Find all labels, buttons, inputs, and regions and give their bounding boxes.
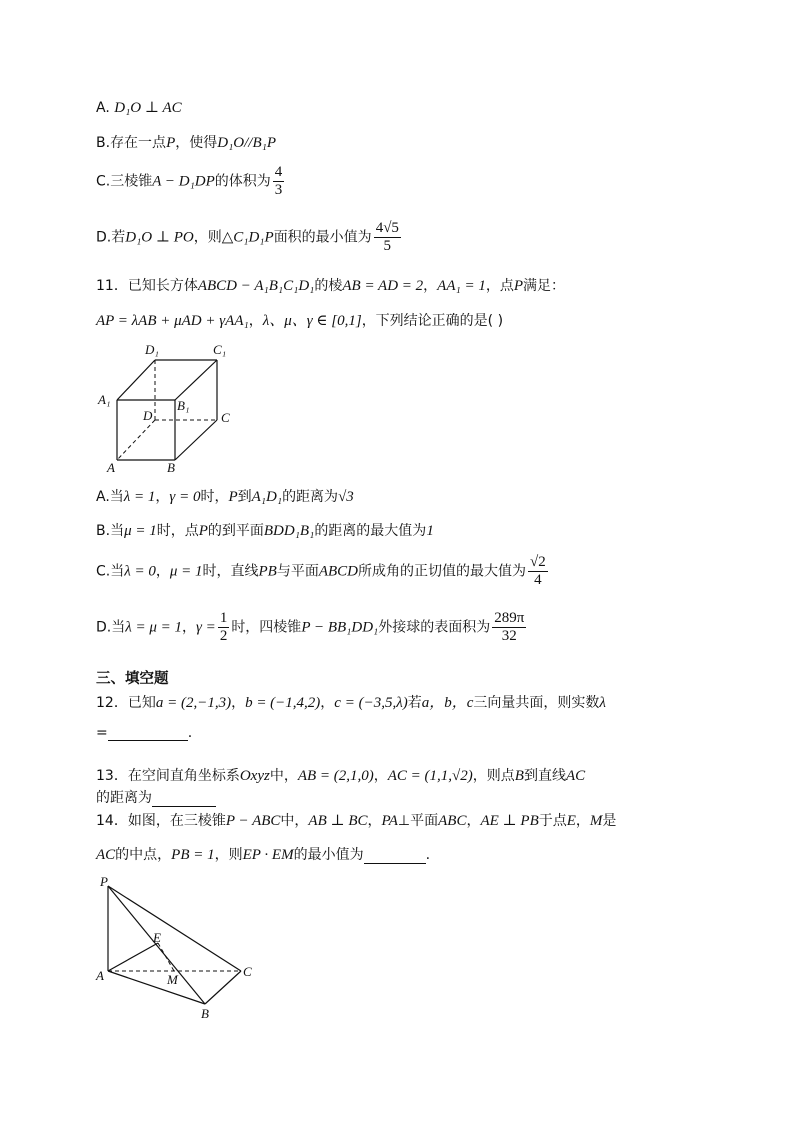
section-heading: 三、填空题 <box>96 671 169 687</box>
q13-line2: 的距离为 <box>96 787 216 807</box>
q11-option-d: D.当λ = μ = 1，γ = $\frac{1}{2}$ 时，四棱锥P − BB₁DD₁外接球的表面积为 $\frac{289\pi}{32}$ <box>96 610 525 644</box>
label-c: C <box>243 964 252 979</box>
label-b: B <box>167 460 175 475</box>
fraction: $\frac{√2}{4}$ <box>530 554 546 588</box>
fraction: $\frac{4√5}{5}$ <box>375 220 399 254</box>
label-a1: A₁ <box>98 392 111 407</box>
label-b1: B₁ <box>177 398 190 413</box>
answer-blank[interactable] <box>364 847 426 864</box>
q11-option-c: C.当λ = 0，μ = 1时，直线PB与平面ABCD所成角的正切值的最大值为 $\frac{√2}{4}$ <box>96 554 546 588</box>
cuboid-figure <box>95 338 245 478</box>
label-m: M <box>167 972 178 987</box>
fraction: $\frac{1}{2}$ <box>219 610 228 644</box>
label-a: A <box>107 460 115 475</box>
q14-line1: 14．如图，在三棱锥P − ABC中，AB ⊥ BC，PA⊥平面ABC，AE ⊥ PB于点E，M是 <box>96 813 617 829</box>
answer-blank[interactable] <box>152 790 216 807</box>
q12-line1: 12．已知a = (2,−1,3)，b = (−1,4,2)，c = (−3,5,λ)若a，b，c三向量共面，则实数λ <box>96 695 606 711</box>
pyramid-figure <box>95 872 265 1022</box>
label-a: A <box>96 968 104 983</box>
q12-line2: = . <box>96 725 193 741</box>
q10-option-c: C.三棱锥A − D₁DP的体积为 $\frac{4}{3}$ <box>96 164 283 198</box>
q11-option-a: A.当λ = 1，γ = 0时，P到A₁D₁的距离为√3 <box>96 489 354 505</box>
fraction: $\frac{289\pi}{32}$ <box>494 610 525 644</box>
q10-option-b: B.存在一点P，使得D₁O//B₁P <box>96 135 276 151</box>
answer-blank[interactable] <box>108 724 188 741</box>
q14-line2: AC的中点，PB = 1，则EP · EM的最小值为 . <box>96 847 431 863</box>
label-c: C <box>221 410 230 425</box>
q13-line1: 13．在空间直角坐标系Oxyz中，AB = (2,1,0)，AC = (1,1,√2)，则点B到直线AC <box>96 768 586 784</box>
label-p: P <box>100 874 108 889</box>
label-e: E <box>153 930 161 945</box>
label-c1: C₁ <box>213 342 227 357</box>
fraction: $\frac{4}{3}$ <box>274 164 283 198</box>
q11-option-b: B.当μ = 1时，点P的到平面BDD₁B₁的距离的最大值为1 <box>96 523 434 539</box>
q10-option-a: A. D₁O ⊥ AC <box>96 100 182 116</box>
label-b: B <box>201 1006 209 1021</box>
label-d: D <box>143 408 153 423</box>
label-d1: D₁ <box>145 342 159 357</box>
q11-stem-line1: 11．已知长方体ABCD − A₁B₁C₁D₁的棱AB = AD = 2，AA₁ = 1，点P满足： <box>96 278 566 294</box>
q10-option-d: D.若D₁O ⊥ PO，则△C₁D₁P面积的最小值为 $\frac{4√5}{5}$ <box>96 220 399 254</box>
q11-stem-line2: AP = λAB + μAD + γAA₁，λ、μ、γ ∈ [0,1]，下列结论正确的是( ) <box>96 313 504 329</box>
